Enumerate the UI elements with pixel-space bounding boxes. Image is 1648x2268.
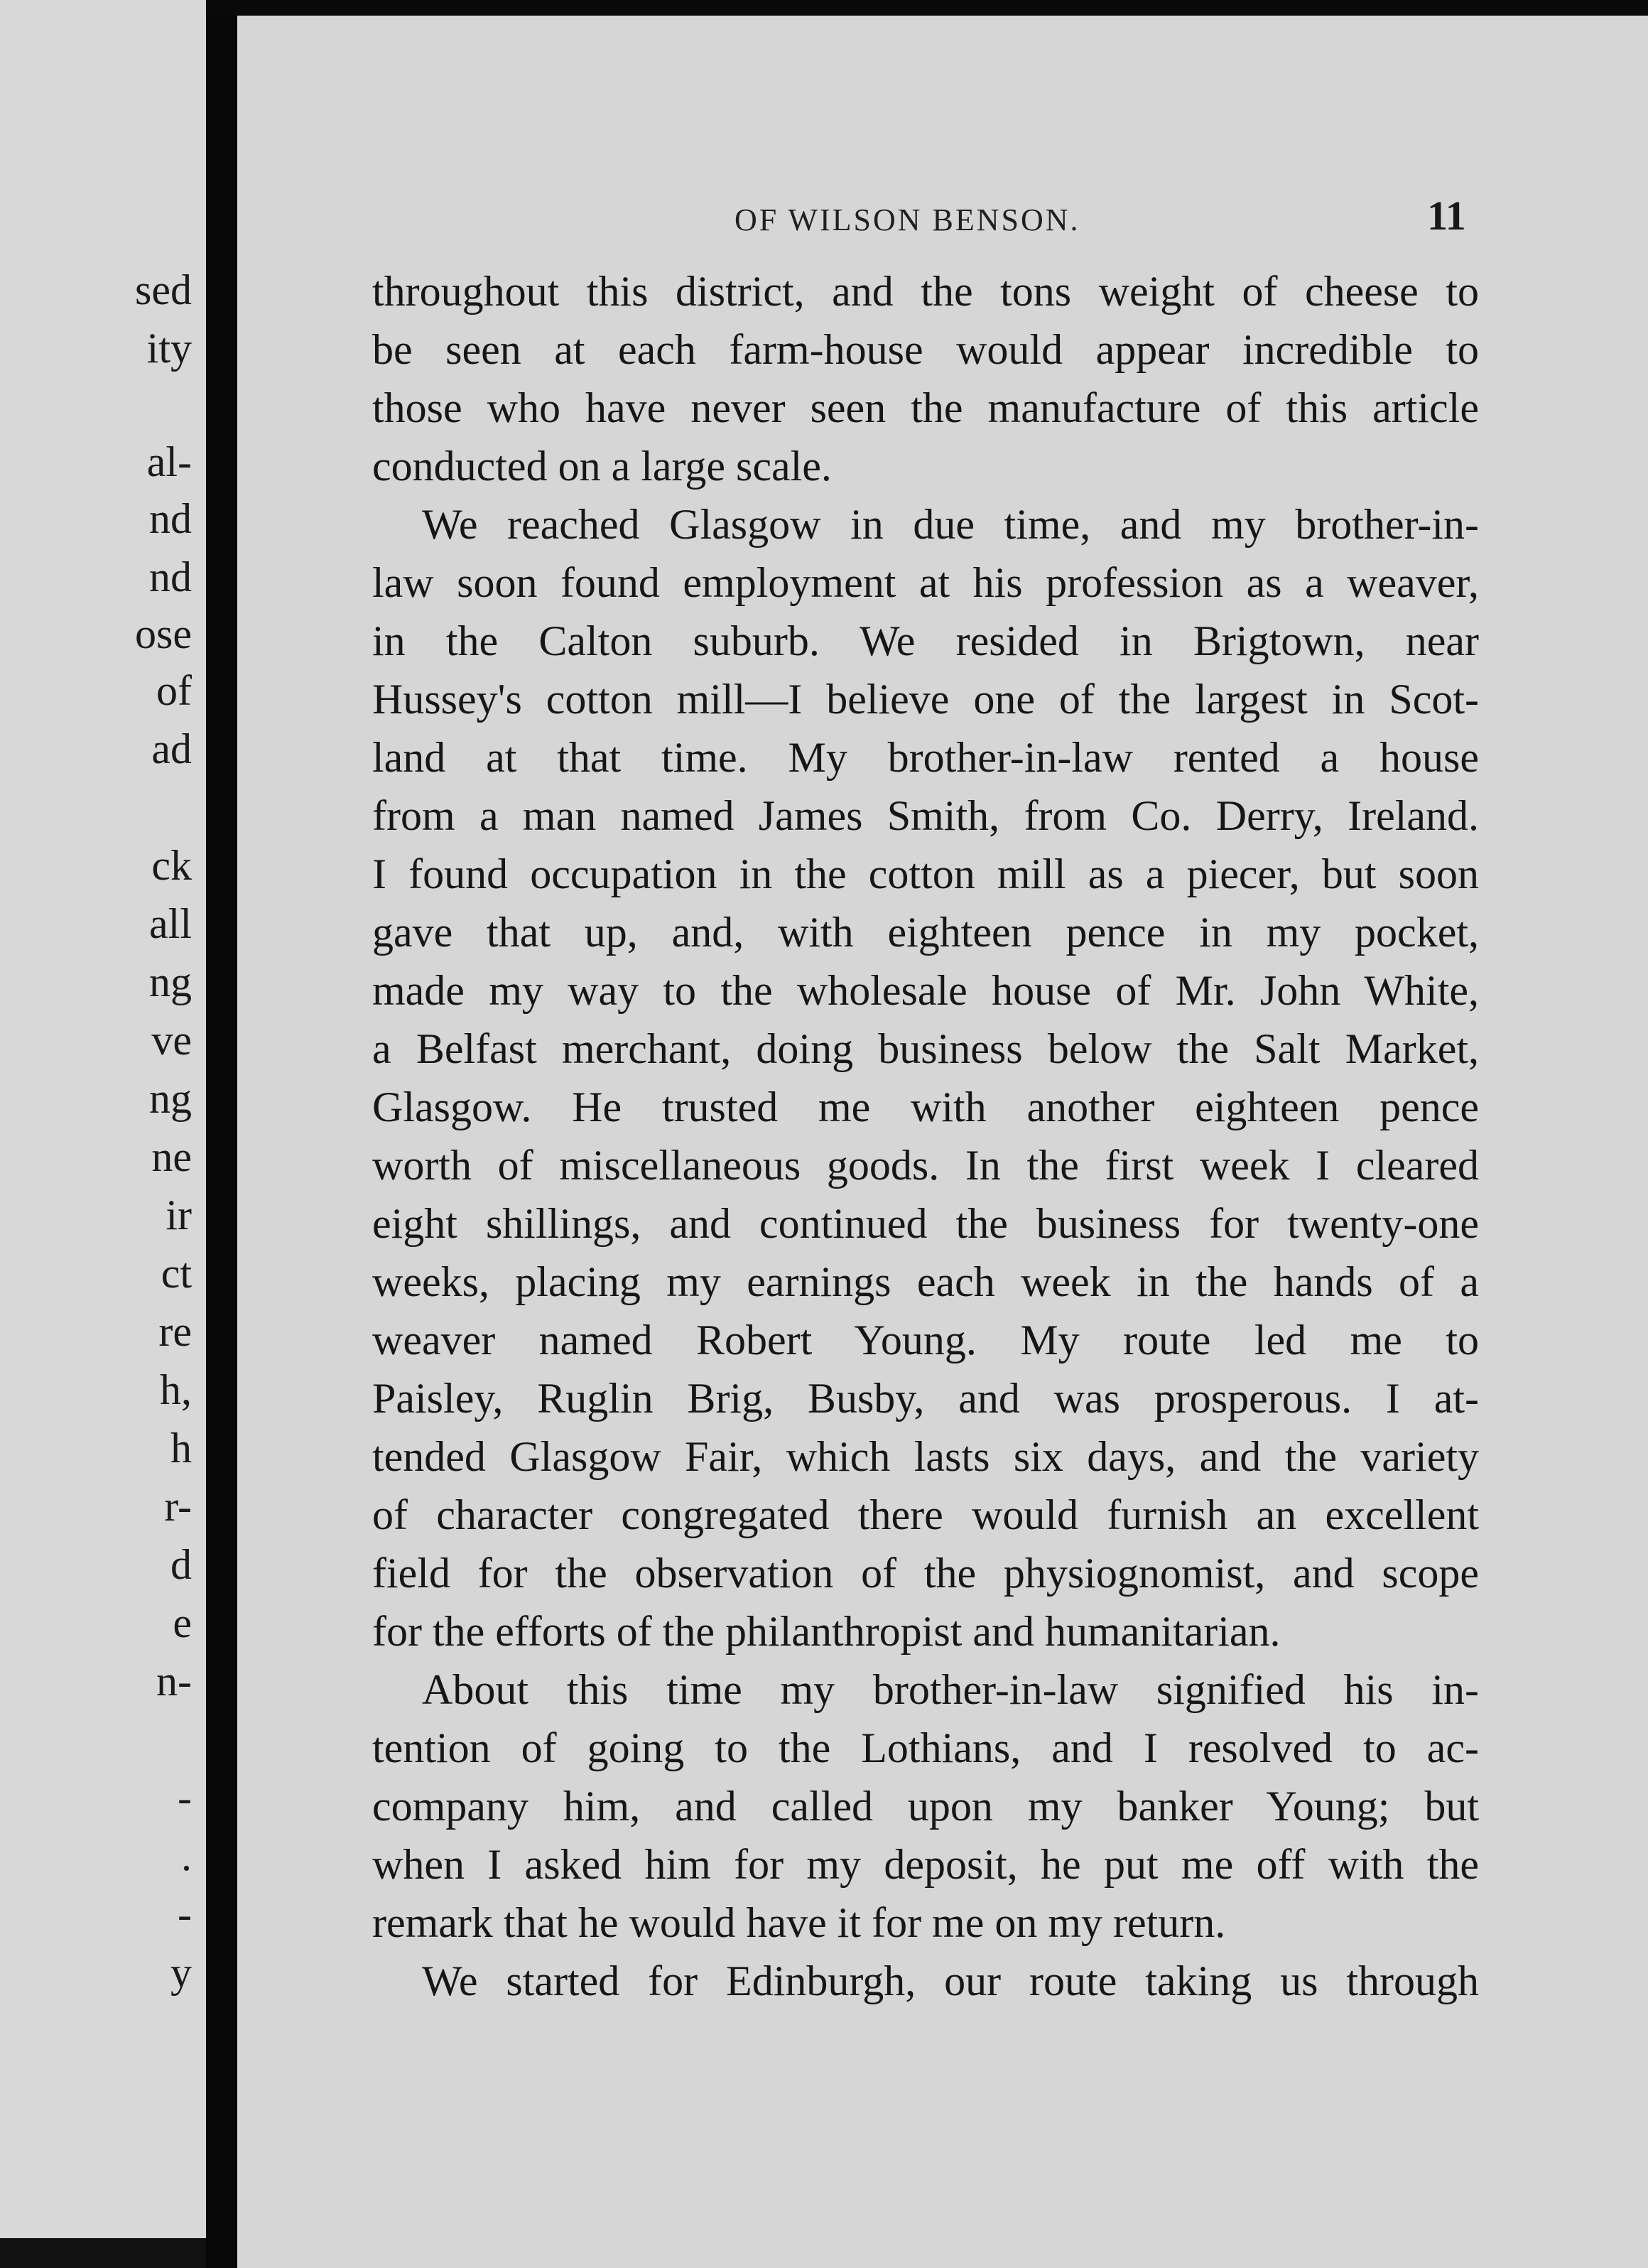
text-line: Hussey's cotton mill—I believe one of the largest in Scot-	[372, 676, 1479, 723]
text-line: About this time my brother-in-law signified his in-	[422, 1666, 1479, 1713]
previous-page-fragment: n-	[156, 1658, 192, 1705]
previous-page-fragment: -	[178, 1891, 192, 1938]
previous-page-fragment: al-	[146, 438, 192, 485]
running-head: OF WILSON BENSON.	[734, 202, 1080, 237]
previous-page-fragment: h,	[160, 1366, 192, 1413]
text-line: We reached Glasgow in due time, and my brother-in-	[422, 501, 1479, 548]
previous-page-fragment: sed	[135, 266, 192, 313]
text-line: weaver named Robert Young. My route led me to	[372, 1317, 1479, 1364]
previous-page-fragment: ir	[166, 1192, 192, 1238]
previous-page-fragment: all	[149, 900, 192, 947]
text-line: when I asked him for my deposit, he put me off with the	[372, 1841, 1479, 1888]
previous-page-fragment: re	[158, 1308, 192, 1355]
previous-page-fragment: nd	[149, 495, 192, 542]
text-line: Glasgow. He trusted me with another eighteen pence	[372, 1084, 1479, 1130]
book-gutter	[206, 0, 237, 2268]
text-line: I found occupation in the cotton mill as a piecer, but soon	[372, 850, 1479, 897]
text-line: tention of going to the Lothians, and I resolved to ac-	[372, 1724, 1479, 1771]
previous-page-fragment: ad	[151, 725, 192, 772]
previous-page-fragment: ng	[149, 1075, 192, 1122]
text-line: for the efforts of the philanthropist and humanitarian.	[372, 1608, 1281, 1655]
text-line: tended Glasgow Fair, which lasts six days, and the variety	[372, 1433, 1479, 1480]
previous-page-fragment: of	[156, 667, 192, 714]
previous-page-fragment: ne	[151, 1133, 192, 1180]
previous-page-fragment: nd	[149, 554, 192, 600]
previous-page-fragment: y	[170, 1949, 192, 1996]
text-line: conducted on a large scale.	[372, 443, 832, 490]
previous-page-fragment: .	[181, 1832, 192, 1879]
text-line: law soon found employment at his profession as a weaver,	[372, 559, 1479, 606]
text-line: throughout this district, and the tons weight of cheese to	[372, 268, 1479, 315]
text-line: land at that time. My brother-in-law rented a house	[372, 734, 1479, 781]
text-line: a Belfast merchant, doing business below the Salt Market,	[372, 1025, 1479, 1072]
text-line: Paisley, Ruglin Brig, Busby, and was prosperous. I at-	[372, 1375, 1479, 1422]
previous-page-fragment: h	[170, 1425, 192, 1472]
previous-page-fragment: ity	[146, 325, 192, 372]
text-line: company him, and called upon my banker Young; but	[372, 1783, 1479, 1830]
text-line: field for the observation of the physiognomist, and scope	[372, 1550, 1479, 1597]
page-number: 11	[1427, 193, 1466, 239]
text-line: made my way to the wholesale house of Mr. John White,	[372, 967, 1479, 1014]
text-line: in the Calton suburb. We resided in Brigtown, near	[372, 617, 1479, 664]
previous-page-fragment: ct	[161, 1250, 192, 1297]
text-line: weeks, placing my earnings each week in the hands of a	[372, 1258, 1479, 1305]
previous-page-fragment: e	[173, 1599, 192, 1646]
book-page	[237, 16, 1648, 2268]
text-line: eight shillings, and continued the business for twenty-one	[372, 1200, 1479, 1247]
text-line: remark that he would have it for me on my return.	[372, 1899, 1226, 1946]
text-line: gave that up, and, with eighteen pence in my pocket,	[372, 909, 1479, 956]
text-line: those who have never seen the manufacture of this article	[372, 384, 1479, 431]
previous-page-fragment: ve	[151, 1017, 192, 1064]
previous-page-edge	[0, 0, 206, 2238]
text-line: be seen at each farm-house would appear incredible to	[372, 326, 1479, 373]
text-line: worth of miscellaneous goods. In the first week I cleared	[372, 1142, 1479, 1189]
text-line: We started for Edinburgh, our route taking us through	[422, 1958, 1479, 2004]
previous-page-fragment: -	[178, 1774, 192, 1821]
previous-page-fragment: r-	[164, 1483, 192, 1530]
previous-page-fragment: ng	[149, 958, 192, 1005]
text-line: of character congregated there would furnish an excellent	[372, 1491, 1479, 1538]
page-top-edge	[206, 0, 1648, 16]
text-line: from a man named James Smith, from Co. Derry, Ireland.	[372, 792, 1479, 839]
previous-page-fragment: d	[170, 1541, 192, 1588]
previous-page-fragment: ose	[135, 610, 192, 657]
previous-page-fragment: ck	[151, 842, 192, 889]
